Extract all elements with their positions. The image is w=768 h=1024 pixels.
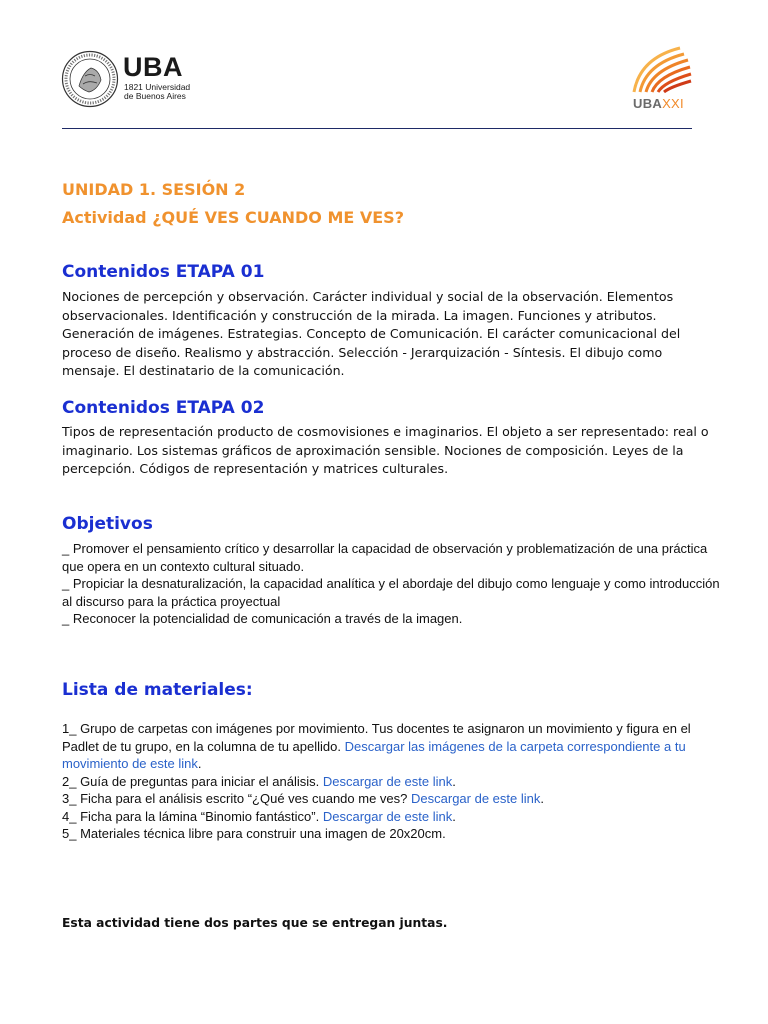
etapa01-heading: Contenidos ETAPA 01: [62, 262, 265, 282]
uba-seal-logo: [61, 50, 119, 108]
ubaxxi-arcs-logo: [630, 44, 692, 94]
header-divider: [62, 128, 692, 129]
material-item: [62, 773, 722, 791]
material-item: [62, 825, 722, 843]
objetivos-list: [62, 540, 722, 628]
uba-logo-text: UBA: [123, 52, 183, 82]
material-item: [62, 790, 722, 808]
download-guide-link[interactable]: Descargar de este link: [322, 773, 453, 789]
download-binomio-sheet-link[interactable]: Descargar de este link: [322, 808, 453, 824]
material-after: .: [452, 773, 456, 789]
material-text: 3_ Ficha para el análisis escrito “¿Qué ves cuando me ves?: [62, 791, 412, 806]
etapa02-heading: Contenidos ETAPA 02: [62, 398, 265, 418]
material-after: .: [540, 791, 544, 806]
objetivo-item: _ Propiciar la desnaturalización, la capacidad analítica y el abordaje del dibujo como lenguaje y como introducción al discurso para la práctica proyectual: [62, 576, 720, 609]
material-item: [62, 720, 722, 773]
etapa02-text: Tipos de representación producto de cosmovisiones e imaginarios. El objeto a ser representado: real o imaginario. Los sistemas gráficos de aproximación sensible. Nociones de composición. Leyes de la percepción. Códigos de representación y matrices culturales.: [62, 424, 709, 476]
material-text: 2_ Guía de preguntas para iniciar el análisis.: [62, 773, 323, 789]
material-after: .: [197, 756, 202, 771]
objetivos-heading: Objetivos: [62, 514, 153, 534]
uba-logo-subtitle: [124, 83, 190, 101]
ubaxxi-text-xxi: XXI: [662, 96, 684, 111]
materiales-list: [62, 720, 722, 843]
uba-subtitle-line1: 1821 Universidad: [124, 82, 191, 92]
material-text: 4_ Ficha para la lámina “Binomio fantástico”.: [62, 808, 323, 824]
etapa01-text: Nociones de percepción y observación. Carácter individual y social de la observación. Elementos observacionales. Identificación y construcción de la mirada. La imagen. Funciones y atributos. Generación de imágenes. Estrategias. Concepto de Comunicación. El carácter comunicacional del proceso de diseño. Realismo y abstracción. Selección - Jerarquización - Síntesis. El dibujo como mensaje. El destinatario de la comunicación.: [62, 289, 681, 378]
unit-session-title: UNIDAD 1. SESIÓN 2: [62, 180, 246, 199]
material-text: 1_ Grupo de carpetas con imágenes por movimiento. Tus docentes te asignaron un movimiento y figura en el Padlet de tu grupo, en la columna de tu apellido.: [62, 721, 691, 754]
material-item: [62, 808, 722, 826]
download-images-link[interactable]: Descargar las imágenes de la carpeta correspondiente a tu movimiento de este link: [62, 738, 686, 771]
uba-subtitle-line2: de Buenos Aires: [124, 91, 186, 101]
ubaxxi-text-uba: UBA: [633, 96, 663, 111]
download-analysis-sheet-link[interactable]: Descargar de este link: [411, 791, 541, 806]
ubaxxi-logo-text: [633, 96, 684, 111]
activity-title: Actividad ¿QUÉ VES CUANDO ME VES?: [62, 208, 404, 227]
materiales-heading: Lista de materiales:: [62, 680, 253, 700]
material-text: 5_ Materiales técnica libre para construir una imagen de 20x20cm.: [62, 826, 446, 841]
activity-note: Esta actividad tiene dos partes que se entregan juntas.: [62, 916, 448, 930]
material-after: .: [452, 808, 456, 824]
objetivo-item: _ Reconocer la potencialidad de comunicación a través de la imagen.: [62, 611, 463, 626]
objetivo-item: _ Promover el pensamiento crítico y desarrollar la capacidad de observación y problematización de una práctica que opera en un contexto cultural situado.: [62, 541, 708, 574]
